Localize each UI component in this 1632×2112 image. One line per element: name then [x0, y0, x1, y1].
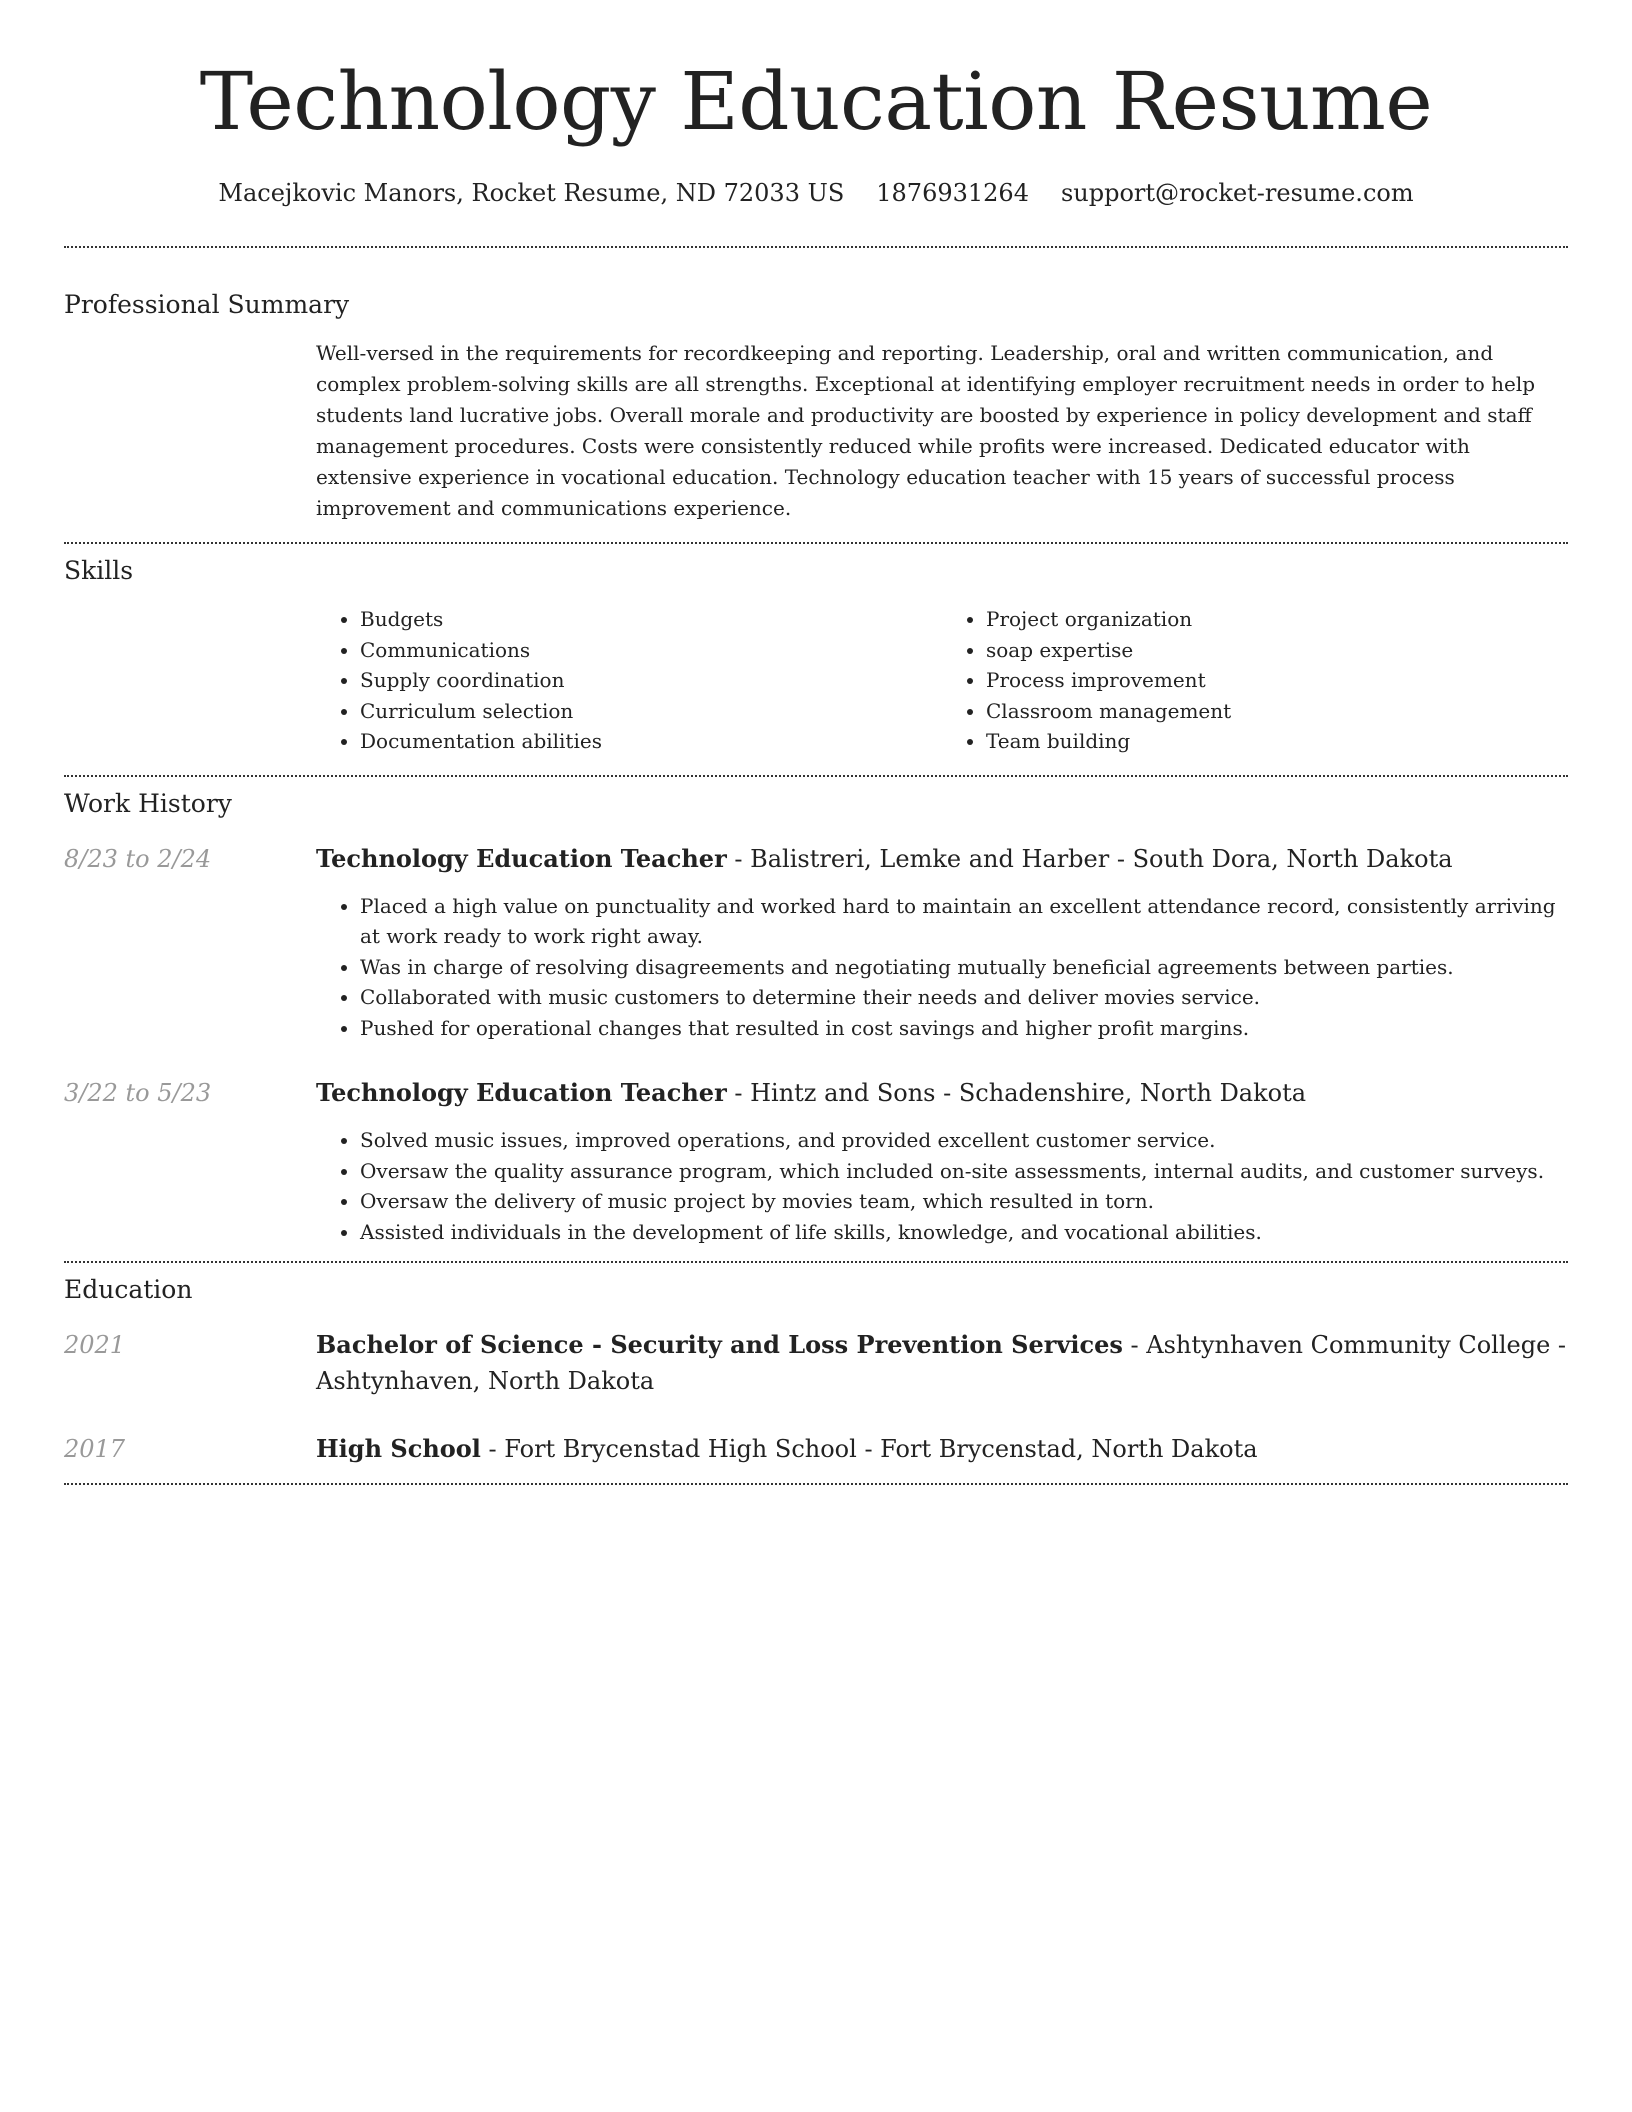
- job-heading: [316, 841, 1568, 877]
- skills-section: [64, 554, 1568, 757]
- summary-heading: Professional Summary: [64, 290, 350, 319]
- skill-item: • Team building: [986, 726, 1568, 757]
- education-entry: [64, 1327, 1568, 1399]
- divider: [64, 1483, 1568, 1485]
- education-entry: [64, 1431, 1568, 1467]
- skills-grid: [316, 604, 1568, 757]
- summary-body: [316, 338, 1568, 524]
- education-section: [64, 1273, 1568, 1467]
- job-bullet: • Pushed for operational changes that resulted in cost savings and higher profit margins.: [360, 1013, 1568, 1044]
- job-bullet: • Collaborated with music customers to determine their needs and deliver movies service.: [360, 982, 1568, 1013]
- job-title: Technology Education Teacher: [316, 843, 727, 873]
- job-bullet: • Placed a high value on punctuality and worked hard to maintain an excellent attendance record, consistently arriving at work ready to work right away.: [360, 891, 1568, 952]
- job-body: [316, 1075, 1568, 1247]
- summary-left-spacer: [64, 338, 316, 524]
- job-bullet: • Oversaw the quality assurance program, which included on-site assessments, internal audits, and customer surveys.: [360, 1156, 1568, 1187]
- summary-section: [64, 288, 1568, 524]
- contact-email: support@rocket-resume.com: [1060, 179, 1414, 207]
- education-degree: Bachelor of Science - Security and Loss Prevention Services: [316, 1330, 1123, 1359]
- skills-list-left: [316, 604, 942, 757]
- divider: [64, 542, 1568, 544]
- job-bullet: • Solved music issues, improved operations, and provided excellent customer service.: [360, 1125, 1568, 1156]
- education-line: [316, 1431, 1568, 1467]
- skills-list-right: [942, 604, 1568, 757]
- education-details: - Ashtynhaven Community College - Ashtynhaven, North Dakota: [316, 1331, 1567, 1395]
- job-dates: 8/23 to 2/24: [64, 844, 212, 873]
- divider: [64, 1261, 1568, 1263]
- job-bullets: [316, 891, 1568, 1044]
- job-details: - Hintz and Sons - Schadenshire, North Dakota: [726, 1079, 1307, 1107]
- skill-item: • Classroom management: [986, 696, 1568, 727]
- skills-left-spacer: [64, 604, 316, 757]
- skill-item: • Documentation abilities: [360, 726, 942, 757]
- job-entry: [64, 1075, 1568, 1247]
- job-heading: [316, 1075, 1568, 1111]
- skill-item: • Process improvement: [986, 665, 1568, 696]
- job-entry: [64, 841, 1568, 1044]
- skills-row: [64, 604, 1568, 757]
- job-bullet: • Assisted individuals in the development of life skills, knowledge, and vocational abilities.: [360, 1217, 1568, 1248]
- contact-address: Macejkovic Manors, Rocket Resume, ND 72033 US: [218, 179, 845, 207]
- education-year: 2017: [64, 1435, 126, 1463]
- work-section: [64, 787, 1568, 1248]
- summary-row: [64, 338, 1568, 524]
- skill-item: • Supply coordination: [360, 665, 942, 696]
- skills-heading: Skills: [64, 556, 134, 585]
- divider: [64, 246, 1568, 248]
- contact-line: [64, 176, 1568, 210]
- skill-item: • Budgets: [360, 604, 942, 635]
- job-body: [316, 841, 1568, 1044]
- job-dates: 3/22 to 5/23: [64, 1079, 212, 1107]
- job-bullet: • Oversaw the delivery of music project by movies team, which resulted in torn.: [360, 1186, 1568, 1217]
- job-bullets: [316, 1125, 1568, 1247]
- job-details: - Balistreri, Lemke and Harber - South Dora, North Dakota: [726, 844, 1453, 873]
- summary-text: Well-versed in the requirements for recordkeeping and reporting. Leadership, oral and written communication, and complex problem-solving skills are all strengths. Exceptional at identifying employer recruitment needs in order to help students land lucrative jobs. Overall morale and productivity are boosted by experience in policy development and staff management procedures. Costs were consistently reduced while profits were increased. Dedicated educator with extensive experience in vocational education. Technology education teacher with 15 years of successful process improvement and communications experience.: [316, 341, 1536, 520]
- job-title: Technology Education Teacher: [316, 1078, 727, 1107]
- education-details: - Fort Brycenstad High School - Fort Brycenstad, North Dakota: [480, 1435, 1258, 1463]
- skill-item: • Curriculum selection: [360, 696, 942, 727]
- skill-item: • Communications: [360, 635, 942, 666]
- divider: [64, 775, 1568, 777]
- education-line: [316, 1327, 1568, 1399]
- education-degree: High School: [316, 1434, 481, 1463]
- work-heading: Work History: [64, 788, 232, 818]
- education-year: 2021: [64, 1331, 126, 1359]
- contact-phone: 1876931264: [876, 179, 1029, 207]
- skill-item: • Project organization: [986, 604, 1568, 635]
- resume-title: Technology Education Resume: [199, 55, 1433, 148]
- job-bullet: • Was in charge of resolving disagreements and negotiating mutually beneficial agreements between parties.: [360, 952, 1568, 983]
- skill-item: • soap expertise: [986, 635, 1568, 666]
- education-heading: Education: [64, 1275, 193, 1304]
